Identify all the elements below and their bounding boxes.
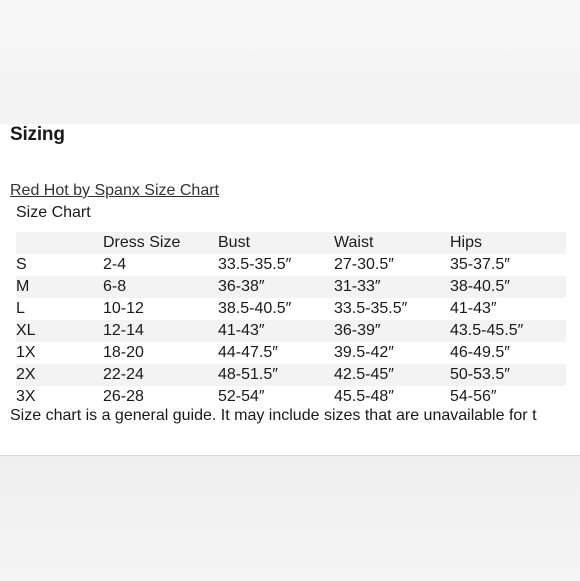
table-cell: 26-28 [103,388,144,405]
image-bottom-background [0,455,580,581]
table-row [16,342,566,364]
table-cell: 3X [16,388,36,405]
size-chart-link[interactable]: Red Hot by Spanx Size Chart [10,182,219,199]
table-cell: 41-43″ [450,300,497,317]
table-row [16,386,566,408]
table-cell: 10-12 [103,300,144,317]
size-chart-note: Size chart is a general guide. It may include sizes that are unavailable for t [10,407,537,424]
table-row [16,364,566,386]
table-cell: 36-39″ [334,322,381,339]
table-cell: M [16,278,30,295]
table-cell: 39.5-42″ [334,344,394,361]
table-cell: 54-56″ [450,388,497,405]
table-cell: 27-30.5″ [334,256,394,273]
table-cell: 50-53.5″ [450,366,510,383]
table-cell: 33.5-35.5″ [218,256,292,273]
table-cell: 48-51.5″ [218,366,278,383]
table-row [16,320,566,342]
header-cell: Dress Size [103,234,181,251]
table-cell: 1X [16,344,36,361]
table-cell: L [16,300,25,317]
header-cell: Hips [450,234,483,251]
sizing-panel [0,124,580,455]
table-cell: 2X [16,366,36,383]
table-header-row [16,232,566,254]
table-cell: 38.5-40.5″ [218,300,292,317]
header-cell: Bust [218,234,251,251]
image-top-background [0,0,580,124]
table-cell: 45.5-48″ [334,388,394,405]
section-heading: Sizing [10,124,65,145]
table-cell: 43.5-45.5″ [450,322,524,339]
table-cell: S [16,256,27,273]
table-row [16,276,566,298]
table-cell: 33.5-35.5″ [334,300,408,317]
table-cell: 46-49.5″ [450,344,510,361]
table-cell: 38-40.5″ [450,278,510,295]
table-cell: 35-37.5″ [450,256,510,273]
table-cell: 42.5-45″ [334,366,394,383]
table-cell: 18-20 [103,344,144,361]
table-cell: XL [16,322,36,339]
table-cell: 41-43″ [218,322,265,339]
header-cell: Waist [334,234,374,251]
table-row [16,298,566,320]
table-cell: 36-38″ [218,278,265,295]
table-caption: Size Chart [16,204,91,221]
table-cell: 52-54″ [218,388,265,405]
table-cell: 6-8 [103,278,127,295]
table-cell: 12-14 [103,322,144,339]
size-chart-table [16,232,566,408]
table-cell: 31-33″ [334,278,381,295]
table-cell: 22-24 [103,366,144,383]
table-row [16,254,566,276]
header-cell [16,232,103,254]
table-cell: 44-47.5″ [218,344,278,361]
table-cell: 2-4 [103,256,127,273]
